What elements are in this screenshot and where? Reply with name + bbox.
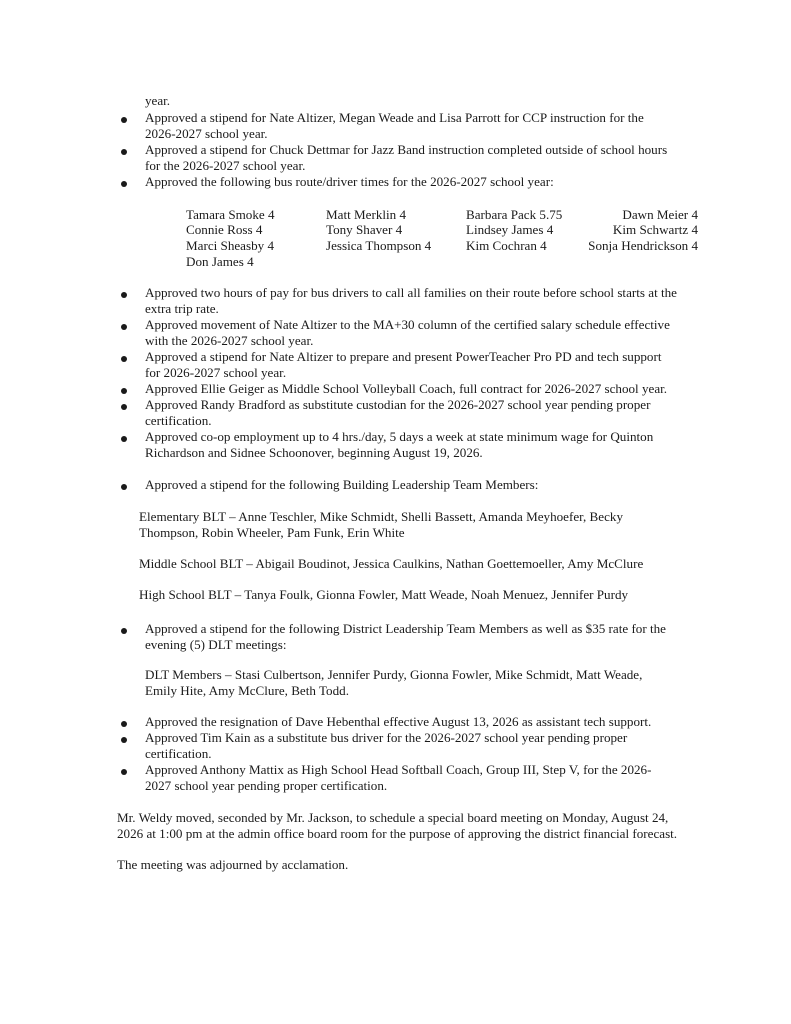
list-item xyxy=(145,110,715,141)
list-item xyxy=(145,730,715,761)
item-line: for the 2026-2027 school year. xyxy=(145,157,306,173)
motion-paragraph xyxy=(117,810,677,841)
item-line: Approved a stipend for the following District Leadership Team Members as well as $35 rate for the xyxy=(145,621,666,636)
item-line: Approved a stipend for Chuck Dettmar for Jazz Band instruction completed outside of school hours xyxy=(145,142,668,157)
driver-cell: Matt Merklin 4 xyxy=(326,207,407,222)
bullet xyxy=(121,721,127,727)
motion-line: Mr. Weldy moved, seconded by Mr. Jackson, to schedule a special board meeting on Monday, August 24, xyxy=(117,810,669,825)
item-line: Approved two hours of pay for bus drivers to call all families on their route before school starts at the xyxy=(145,285,677,300)
list-item xyxy=(145,714,715,730)
list-item xyxy=(145,621,715,652)
driver-cell: Dawn Meier 4 xyxy=(622,207,698,222)
bullet xyxy=(121,149,127,155)
driver-cell: Sonja Hendrickson 4 xyxy=(588,238,698,253)
driver-cell: Jessica Thompson 4 xyxy=(326,238,432,253)
continued-line: year. xyxy=(145,93,171,108)
bullet xyxy=(121,388,127,394)
item-line: 2026-2027 school year. xyxy=(145,125,268,141)
driver-cell: Kim Schwartz 4 xyxy=(612,222,698,237)
bullet xyxy=(121,769,127,775)
bullet xyxy=(121,292,127,298)
item-line: Approved movement of Nate Altizer to the MA+30 column of the certified salary schedule effective xyxy=(145,317,670,332)
blt-line: Elementary BLT – Anne Teschler, Mike Schmidt, Shelli Bassett, Amanda Meyhoefer, Becky xyxy=(139,509,623,524)
bullet xyxy=(121,117,127,123)
bullet xyxy=(121,181,127,187)
item-line: extra trip rate. xyxy=(145,300,219,316)
bullet xyxy=(121,628,127,634)
driver-cell: Marci Sheasby 4 xyxy=(186,238,274,253)
item-line: Richardson and Sidnee Schoonover, beginning August 19, 2026. xyxy=(145,444,483,460)
list-item xyxy=(145,174,715,190)
list-item xyxy=(145,762,715,793)
item-line: Approved a stipend for the following Building Leadership Team Members: xyxy=(145,477,539,492)
blt-line: Thompson, Robin Wheeler, Pam Funk, Erin White xyxy=(139,524,405,540)
list-item xyxy=(145,381,715,397)
blt-line: High School BLT – Tanya Foulk, Gionna Fowler, Matt Weade, Noah Menuez, Jennifer Purdy xyxy=(139,587,629,602)
item-line: with the 2026-2027 school year. xyxy=(145,332,314,348)
item-line: certification. xyxy=(145,412,212,428)
list-item xyxy=(145,142,715,173)
bullet xyxy=(121,436,127,442)
item-line: for 2026-2027 school year. xyxy=(145,364,287,380)
driver-cell: Lindsey James 4 xyxy=(466,222,554,237)
bullet xyxy=(121,737,127,743)
bullet xyxy=(121,404,127,410)
driver-cell: Tamara Smoke 4 xyxy=(186,207,275,222)
list-item xyxy=(145,429,715,460)
motion-line: 2026 at 1:00 pm at the admin office board room for the purpose of approving the district financial forecast. xyxy=(117,825,678,841)
item-line: Approved a stipend for Nate Altizer, Megan Weade and Lisa Parrott for CCP instruction for the xyxy=(145,110,644,125)
bullet xyxy=(121,484,127,490)
dlt-line: Emily Hite, Amy McClure, Beth Todd. xyxy=(145,682,349,698)
adjourn-paragraph: The meeting was adjourned by acclamation. xyxy=(117,857,349,872)
list-item xyxy=(145,477,715,493)
item-line: Approved Anthony Mattix as High School Head Softball Coach, Group III, Step V, for the 2026- xyxy=(145,762,652,777)
item-line: evening (5) DLT meetings: xyxy=(145,636,287,652)
blt-high-school xyxy=(139,587,628,603)
blt-elementary xyxy=(139,509,623,540)
driver-cell: Kim Cochran 4 xyxy=(466,238,547,253)
item-line: Approved Ellie Geiger as Middle School Volleyball Coach, full contract for 2026-2027 school year. xyxy=(145,381,668,396)
driver-cell: Connie Ross 4 xyxy=(186,222,263,237)
item-line: Approved Randy Bradford as substitute custodian for the 2026-2027 school year pending proper xyxy=(145,397,651,412)
blt-line: Middle School BLT – Abigail Boudinot, Jessica Caulkins, Nathan Goettemoeller, Amy McClure xyxy=(139,556,644,571)
list-item xyxy=(145,317,715,348)
driver-cell: Tony Shaver 4 xyxy=(326,222,403,237)
item-line: Approved Tim Kain as a substitute bus driver for the 2026-2027 school year pending proper xyxy=(145,730,628,745)
blt-middle-school xyxy=(139,556,643,572)
item-line: Approved a stipend for Nate Altizer to prepare and present PowerTeacher Pro PD and tech support xyxy=(145,349,662,364)
driver-cell: Barbara Pack 5.75 xyxy=(466,207,563,222)
item-line: Approved co-op employment up to 4 hrs./day, 5 days a week at state minimum wage for Quinton xyxy=(145,429,654,444)
dlt-members xyxy=(145,667,642,698)
item-line: 2027 school year pending proper certification. xyxy=(145,777,388,793)
item-line: certification. xyxy=(145,745,212,761)
bullet xyxy=(121,356,127,362)
list-item xyxy=(145,349,715,380)
driver-cell: Don James 4 xyxy=(186,254,254,269)
bullet xyxy=(121,324,127,330)
list-item xyxy=(145,285,715,316)
item-line: Approved the following bus route/driver times for the 2026-2027 school year: xyxy=(145,174,554,189)
list-item xyxy=(145,397,715,428)
dlt-line: DLT Members – Stasi Culbertson, Jennifer Purdy, Gionna Fowler, Mike Schmidt, Matt Weade, xyxy=(145,667,643,682)
item-line: Approved the resignation of Dave Hebenthal effective August 13, 2026 as assistant tech support. xyxy=(145,714,652,729)
